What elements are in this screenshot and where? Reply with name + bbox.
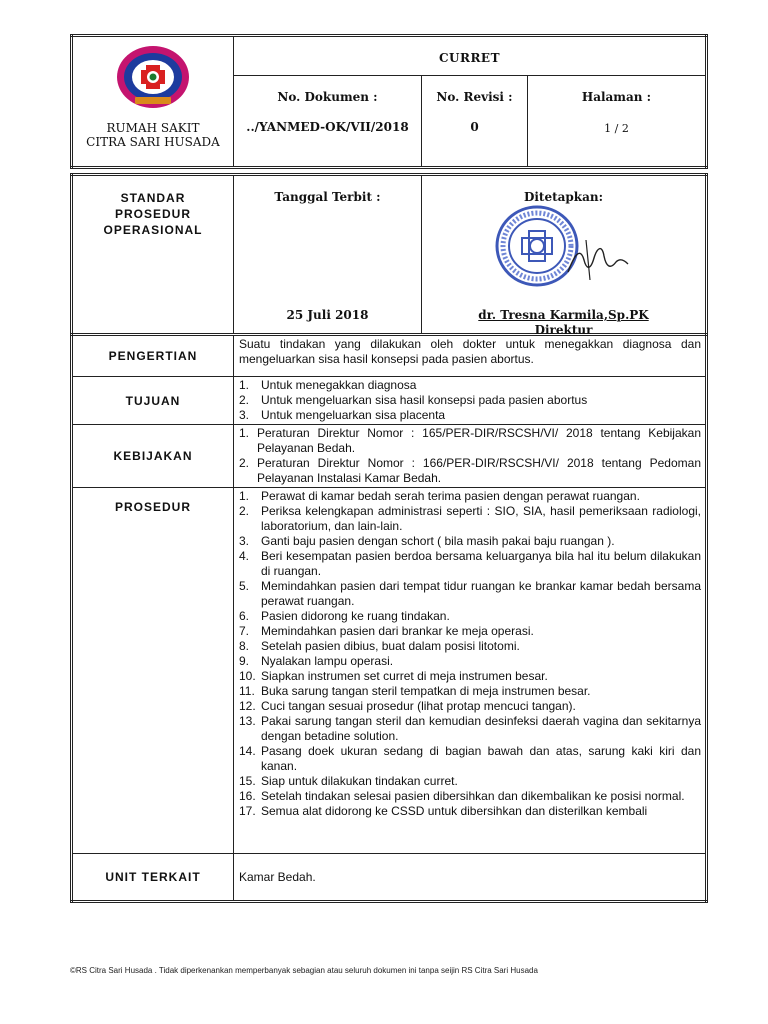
list-item-number: 3. (239, 408, 250, 422)
list-item (239, 504, 701, 534)
list-item-text: Pakai sarung tangan steril dan kemudian desinfeksi daerah vagina dan sekitarnya dengan betadine solution. (261, 714, 701, 743)
list-item-text: Cuci tangan sesuai prosedur (lihat protap mencuci tangan). (261, 699, 576, 713)
list-item (239, 426, 701, 456)
list-item-number: 15. (239, 774, 256, 788)
kebijakan-label: KEBIJAKAN (72, 425, 234, 488)
list-item-text: Beri kesempatan pasien berdoa bersama keluarganya bila hal itu belum dilakukan di ruangan. (261, 549, 701, 578)
issue-date-value: 25 Juli 2018 (286, 308, 369, 322)
sop-title-line3: OPERASIONAL (103, 223, 203, 237)
section-pengertian (72, 335, 707, 377)
list-item-number: 16. (239, 789, 256, 803)
pengertian-text: Suatu tindakan yang dilakukan oleh dokter untuk menegakkan diagnosa dan mengeluarkan sisa hasil konsepsi pada pasien abortus. (234, 335, 707, 377)
revision-cell (422, 76, 528, 168)
hospital-logo-icon (113, 43, 193, 113)
list-item-number: 5. (239, 579, 250, 593)
list-item-number: 3. (239, 534, 250, 548)
hospital-name-line1: RUMAH SAKIT (106, 121, 200, 135)
list-item-number: 11. (239, 684, 255, 698)
list-item-text: Untuk menegakkan diagnosa (261, 378, 417, 392)
list-item-text: Periksa kelengkapan administrasi seperti : SIO, SIA, hasil pemeriksaan radiologi, laboratorium, dan lain-lain. (261, 504, 701, 533)
copyright-footer: ©RS Citra Sari Husada . Tidak diperkenankan memperbanyak sebagian atau seluruh dokumen ini tanpa seijin RS Citra Sari Husada (70, 966, 538, 975)
sop-document (70, 34, 708, 903)
list-item-text: Buka sarung tangan steril tempatkan di meja instrumen besar. (261, 684, 591, 698)
revision-label: No. Revisi : (436, 90, 513, 104)
sop-title-line2: PROSEDUR (114, 207, 191, 221)
list-item-text: Semua alat didorong ke CSSD untuk dibersihkan dan disterilkan kembali (261, 804, 648, 818)
tujuan-list-cell (234, 377, 707, 425)
revision-value: 0 (470, 120, 479, 134)
list-item (239, 408, 701, 423)
list-item (239, 789, 701, 804)
list-item-text: Setelah pasien dibius, buat dalam posisi litotomi. (261, 639, 520, 653)
list-item-number: 8. (239, 639, 250, 653)
sop-title-line1: STANDAR (120, 191, 186, 205)
hospital-identity (72, 36, 234, 168)
approved-label: Ditetapkan: (523, 190, 604, 204)
list-item-number: 2. (239, 456, 250, 470)
tujuan-list (239, 378, 701, 423)
list-item-number: 10. (239, 669, 256, 683)
list-item-text: Untuk mengeluarkan sisa placenta (261, 408, 446, 422)
list-item (239, 654, 701, 669)
doc-number-label: No. Dokumen : (277, 90, 378, 104)
list-item (239, 549, 701, 579)
list-item-number: 9. (239, 654, 250, 668)
list-item-number: 1. (239, 426, 250, 440)
list-item (239, 378, 701, 393)
unit-terkait-text: Kamar Bedah. (234, 854, 707, 902)
list-item-number: 4. (239, 549, 250, 563)
unit-terkait-label: UNIT TERKAIT (72, 854, 234, 902)
list-item (239, 684, 701, 699)
list-item-text: Untuk mengeluarkan sisa hasil konsepsi pada pasien abortus (261, 393, 588, 407)
page-value: 1 / 2 (604, 122, 629, 135)
section-tujuan (72, 377, 707, 425)
pengertian-label: PENGERTIAN (72, 335, 234, 377)
list-item (239, 669, 701, 684)
list-item-text: Siapkan instrumen set curret di meja instrumen besar. (261, 669, 548, 683)
issue-date-cell (234, 175, 422, 335)
sop-content (70, 333, 708, 903)
signer-name: dr. Tresna Karmila,Sp.PK (478, 308, 649, 322)
list-item (239, 534, 701, 549)
list-item-text: Memindahkan pasien dari tempat tidur ruangan ke brankar kamar bedah bersama perawat ruangan. (261, 579, 701, 608)
list-item-text: Pasang doek ukuran sedang di bagian bawah dan atas, sarung kaki kiri dan kanan. (261, 744, 701, 773)
hospital-name-line2: CITRA SARI HUSADA (86, 135, 220, 149)
list-item-text: Setelah tindakan selesai pasien dibersihkan dan dikembalikan ke posisi normal. (261, 789, 685, 803)
prosedur-list (239, 489, 701, 819)
list-item-number: 2. (239, 393, 250, 407)
list-item-text: Siap untuk dilakukan tindakan curret. (261, 774, 458, 788)
document-title: CURRET (234, 36, 707, 76)
signer-title: Direktur (534, 323, 593, 337)
list-item (239, 699, 701, 714)
prosedur-list-cell (234, 488, 707, 854)
list-item-number: 13. (239, 714, 256, 728)
list-item (239, 714, 701, 744)
list-item-text: Perawat di kamar bedah serah terima pasien dengan perawat ruangan. (261, 489, 640, 503)
list-item-text: Nyalakan lampu operasi. (261, 654, 394, 668)
list-item-number: 2. (239, 504, 250, 518)
doc-number-cell (234, 76, 422, 168)
list-item-number: 1. (239, 378, 250, 392)
list-item (239, 489, 701, 504)
sop-info-block (70, 173, 708, 336)
list-item-number: 12. (239, 699, 256, 713)
section-unit-terkait (72, 854, 707, 902)
list-item-text: Ganti baju pasien dengan schort ( bila masih pakai baju ruangan ). (261, 534, 615, 548)
sop-title (72, 175, 234, 335)
list-item-number: 6. (239, 609, 250, 623)
list-item (239, 609, 701, 624)
list-item (239, 393, 701, 408)
list-item (239, 774, 701, 789)
document-header (70, 34, 708, 169)
page-cell (528, 76, 707, 168)
list-item-text: Peraturan Direktur Nomor : 165/PER-DIR/RSCSH/VI/ 2018 tentang Kebijakan Pelayanan Bedah. (257, 426, 701, 455)
list-item-number: 1. (239, 489, 250, 503)
list-item (239, 639, 701, 654)
section-kebijakan (72, 425, 707, 488)
doc-number-value: ../YANMED-OK/VII/2018 (246, 120, 409, 134)
list-item (239, 579, 701, 609)
signature-icon (564, 236, 634, 286)
tujuan-label: TUJUAN (72, 377, 234, 425)
list-item-number: 17. (239, 804, 256, 818)
list-item (239, 804, 701, 819)
list-item-text: Pasien didorong ke ruang tindakan. (261, 609, 450, 623)
list-item (239, 456, 701, 486)
list-item-number: 7. (239, 624, 250, 638)
list-item (239, 744, 701, 774)
kebijakan-list (239, 426, 701, 486)
kebijakan-list-cell (234, 425, 707, 488)
approval-cell (422, 175, 707, 335)
section-prosedur (72, 488, 707, 854)
issue-date-label: Tanggal Terbit : (274, 190, 381, 204)
list-item (239, 624, 701, 639)
prosedur-label: PROSEDUR (72, 488, 234, 854)
list-item-text: Peraturan Direktur Nomor : 166/PER-DIR/RSCSH/VI/ 2018 tentang Pedoman Pelayanan Instalasi Kamar Bedah. (257, 456, 701, 485)
list-item-number: 14. (239, 744, 256, 758)
page-label: Halaman : (581, 90, 652, 104)
list-item-text: Memindahkan pasien dari brankar ke meja operasi. (261, 624, 534, 638)
